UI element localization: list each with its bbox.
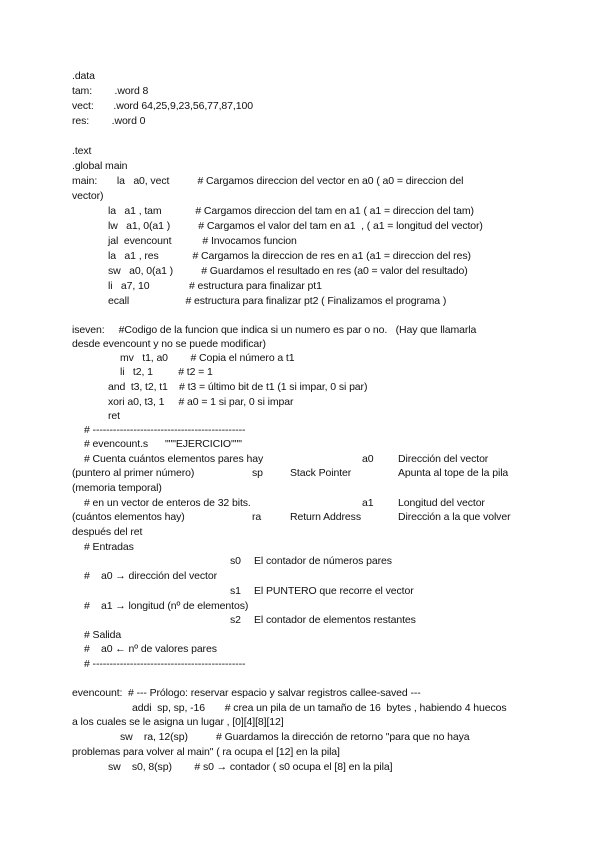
code-line: addi sp, sp, -16 # crea un pila de un tamaño de 16 bytes , habiendo 4 huecos <box>132 702 507 714</box>
code-line: xori a0, t3, 1 # a0 = 1 si par, 0 si impar <box>108 396 294 408</box>
code-line: problemas para volver al main" ( ra ocupa el [12] en la pila] <box>72 746 340 758</box>
code-line: desde evencount y no se puede modificar) <box>72 338 266 350</box>
code-line: .data <box>72 70 95 82</box>
register-name: sp <box>252 467 263 479</box>
code-line: # Entradas <box>84 541 134 553</box>
register-name: s0 <box>230 555 241 567</box>
register-name: a1 <box>362 497 374 509</box>
code-line: # Cuenta cuántos elementos pares hay <box>84 453 264 465</box>
register-description: Dirección a la que volver <box>398 511 511 523</box>
code-line: ret <box>108 410 120 422</box>
code-line: # a0 ← nº de valores pares <box>84 643 217 655</box>
code-line: # --------------------------------------------- <box>84 658 246 670</box>
code-line: res: .word 0 <box>72 115 146 127</box>
code-line: # a0 → dirección del vector <box>84 570 217 582</box>
register-name: a0 <box>362 453 374 465</box>
code-line: tam: .word 8 <box>72 85 149 97</box>
code-line: main: la a0, vect # Cargamos direccion del vector en a0 ( a0 = direccion del <box>72 175 464 187</box>
register-description: El contador de elementos restantes <box>254 614 416 626</box>
code-line: la a1 , tam # Cargamos direccion del tam en a1 ( a1 = direccion del tam) <box>108 205 474 217</box>
register-description: El PUNTERO que recorre el vector <box>254 585 414 597</box>
code-line: # a1 → longitud (nº de elementos) <box>84 600 249 612</box>
code-line: la a1 , res # Cargamos la direccion de res en a1 (a1 = direccion del res) <box>108 250 471 262</box>
code-line: iseven: #Codigo de la funcion que indica si un numero es par o no. (Hay que llamarla <box>72 324 477 336</box>
code-line: vector) <box>72 190 104 202</box>
register-name: s2 <box>230 614 241 626</box>
register-alias: Return Address <box>290 511 361 523</box>
code-line: (puntero al primer número) <box>72 467 195 479</box>
code-line: mv t1, a0 # Copia el número a t1 <box>120 352 295 364</box>
code-line: # --------------------------------------------- <box>84 424 246 436</box>
register-description: Dirección del vector <box>398 453 489 465</box>
code-line: jal evencount # Invocamos funcion <box>108 235 297 247</box>
code-line: # Salida <box>84 629 122 641</box>
code-line: evencount: # --- Prólogo: reservar espacio y salvar registros callee-saved --- <box>72 687 421 699</box>
code-line: sw a0, 0(a1 ) # Guardamos el resultado en res (a0 = valor del resultado) <box>108 265 468 277</box>
register-name: ra <box>252 511 262 523</box>
code-line: ecall # estructura para finalizar pt2 ( Finalizamos el programa ) <box>108 295 447 307</box>
register-name: s1 <box>230 585 241 597</box>
code-line: li a7, 10 # estructura para finalizar pt1 <box>108 280 322 292</box>
register-alias: Stack Pointer <box>290 467 352 479</box>
code-line: .text <box>72 145 92 157</box>
register-description: Apunta al tope de la pila <box>398 467 509 479</box>
code-line: sw ra, 12(sp) # Guardamos la dirección de retorno "para que no haya <box>120 731 470 743</box>
code-line: vect: .word 64,25,9,23,56,77,87,100 <box>72 100 253 112</box>
code-line: li t2, 1 # t2 = 1 <box>120 366 213 378</box>
code-line: lw a1, 0(a1 ) # Cargamos el valor del tam en a1 , ( a1 = longitud del vector) <box>108 220 483 232</box>
code-line: a los cuales se le asigna un lugar , [0][4][8][12] <box>72 716 284 728</box>
code-line: and t3, t2, t1 # t3 = último bit de t1 (1 si impar, 0 si par) <box>108 381 368 393</box>
code-line: # evencount.s """EJERCICIO""" <box>84 438 242 450</box>
code-line: (cuántos elementos hay) <box>72 511 185 523</box>
register-description: Longitud del vector <box>398 497 485 509</box>
code-line: .global main <box>72 160 128 172</box>
code-line: # en un vector de enteros de 32 bits. <box>84 497 251 509</box>
code-line: después del ret <box>72 526 143 538</box>
code-line: sw s0, 8(sp) # s0 → contador ( s0 ocupa el [8] en la pila] <box>108 761 393 773</box>
code-line: (memoria temporal) <box>72 482 162 494</box>
register-description: El contador de números pares <box>254 555 392 567</box>
